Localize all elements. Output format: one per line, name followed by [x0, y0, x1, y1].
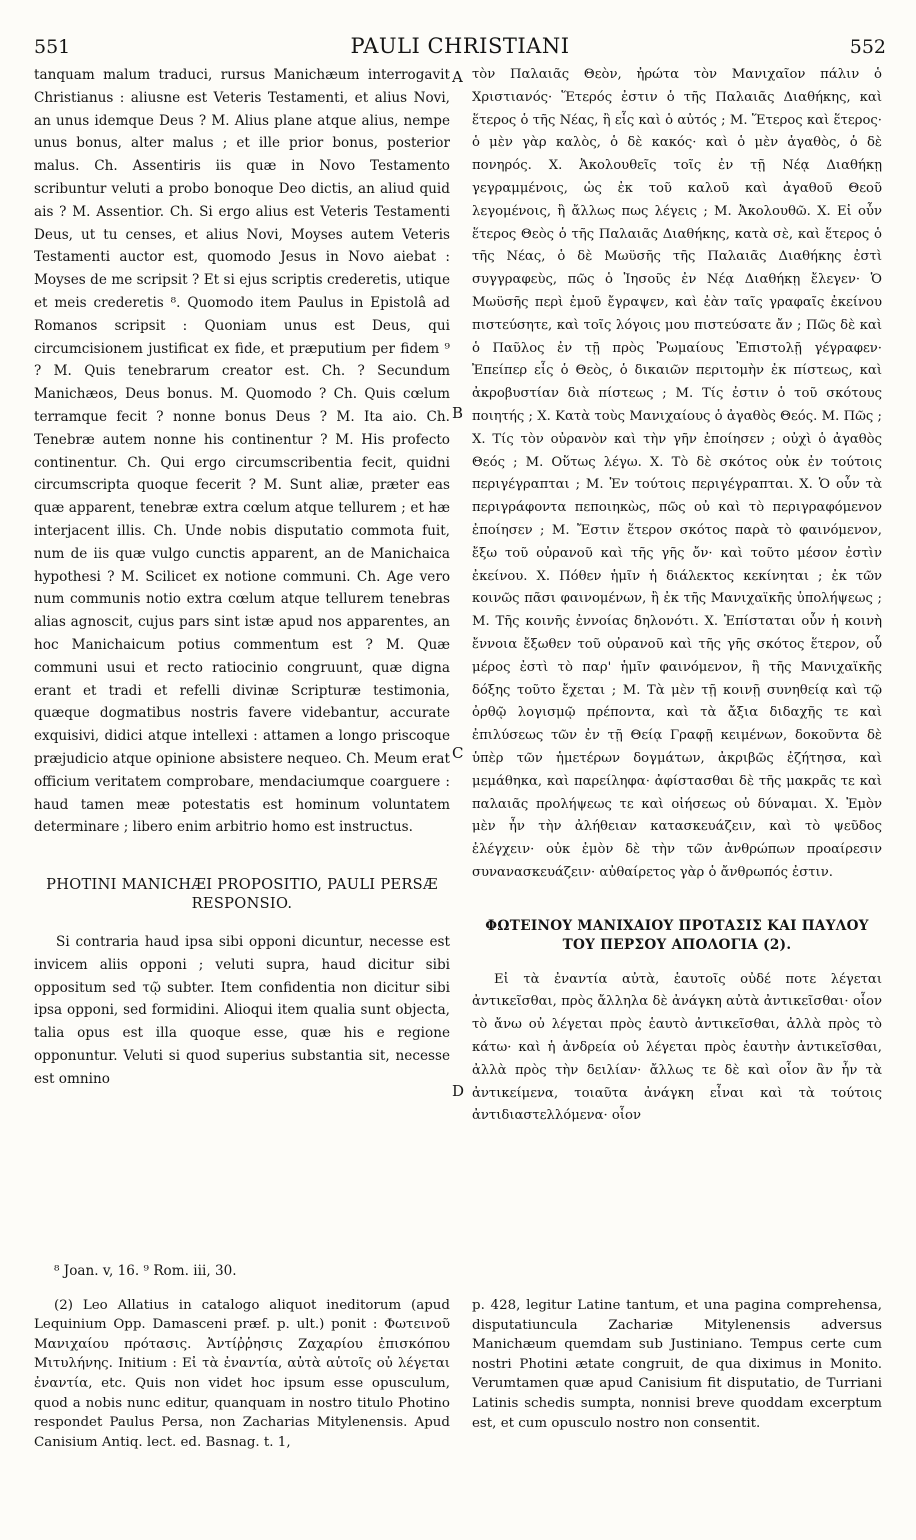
- page-number-left: 551: [34, 36, 71, 58]
- footnote-2-right: p. 428, legitur Latine tantum, et una pagina comprehensa, disputatiuncula Zachariæ Mitylenensis adversus Manichæum quemdam sub Justiniano. Tempus certe cum nostri Photini ætate congruit, de qua diximus in Monito. Verumtamen quæ apud Canisium fit disputatio, de Turriani Latinis schedis sumpta, nonnisi breve quoddam excerptum est, et cum opusculo nostro non consentit.: [472, 1298, 882, 1431]
- scripture-references: ⁸ Joan. v, 16. ⁹ Rom. iii, 30.: [54, 1263, 237, 1279]
- section-marker-c: C: [452, 744, 464, 762]
- latin-column: [34, 64, 450, 1091]
- greek-column: [472, 64, 882, 1128]
- page-number-right: 552: [849, 36, 886, 58]
- section-marker-b: B: [452, 404, 464, 422]
- greek-section-heading: ΦΩΤΕΙΝΟΥ ΜΑΝΙΧΑΙΟΥ ΠΡΟΤΑΣΙΣ ΚΑΙ ΠΑΥΛΟΥ ΤΟΥ ΠΕΡΣΟΥ ΑΠΟΛΟΓΙΑ (2).: [485, 917, 869, 953]
- running-title: PAULI CHRISTIANI: [350, 34, 570, 58]
- latin-dialogue: tanquam malum traduci, rursus Manichæum interrogavit Christianus : aliusne est Veteris Testamenti, et alius Novi, an unus idemque Deus ? M. Alius plane atque alius, nempe unus bonus, alter malus ; et ille prior bonus, posterior malus. Ch. Assentiris iis quæ in Novo Testamento scribuntur veluti a probo bonoque Deo dictis, an aliud quid ais ? M. Assentior. Ch. Si ergo alius est Veteris Testamenti Deus, ut tu censes, et alius Novi, Moyses autem Veteris Testamenti auctor est, quomodo Jesus in Novo aiebat : Moyses de me scripsit ? Et si ejus scriptis crederetis, utique et meis crederetis ⁸. Quomodo item Paulus in Epistolâ ad Romanos scripsit : Quoniam unus est Deus, qui circumcisionem justificat ex fide, et præputium per fidem ⁹ ? M. Quis tenebrarum creator est. Ch. ? Secundum Manichæos, Deus bonus. M. Quomodo ? Ch. Quis cœlum terramque fecit ? nonne bonus Deus ? M. Ita aio. Ch. Tenebræ autem nonne his continentur ? M. His profecto continentur. Ch. Qui ergo circumscribentia fecit, quidni circumscripta quoque fecerit ? M. Sunt aliæ, præter eas quæ apparent, tenebræ extra cœlum atque tellurem ; et hæ interjacent illis. Ch. Unde nobis disputatio commota fuit, num de iis quæ vulgo cunctis apparent, an de Manichaica hypothesi ? M. Scilicet ex notione communi. Ch. Age vero num communis notio extra cœlum atque tellurem tenebras alias agnoscit, cujus pars sint istæ apud nos apparentes, an hoc Manichaicum potius commentum est ? M. Quæ communi usui et recto ratiocinio congruunt, quæ digna erant et tradi et refelli divinæ Scripturæ testimonia, quæque dogmatibus nostris favere videbantur, accurate exquisivi, didici atque intellexi : attamen a longo priscoque præjudicio atque opinione absistere nequeo. Ch. Meum erat officium veritatem comprobare, mendaciumque coarguere : haud tamen meæ potestatis est hominum voluntatem determinare ; libero enim arbitrio homo est instructus.: [34, 67, 450, 836]
- latin-proposition: Si contraria haud ipsa sibi opponi dicuntur, necesse est invicem aliis opponi ; veluti supra, haud dicitur sibi oppositum sed τῷ subter. Item confidentia non dicitur sibi ipsa opponi, sed formidini. Alioqui item qualia sunt objecta, talia opus est illa quoque esse, quæ his e regione opponuntur. Veluti si quod superius substantia sit, necesse est omnino: [34, 934, 450, 1087]
- footnotes-right: [472, 1296, 882, 1433]
- section-marker-a: A: [452, 68, 463, 86]
- greek-proposition: Εἰ τὰ ἐναντία αὐτὰ, ἑαυτοῖς οὐδέ ποτε λέγεται ἀντικεῖσθαι, πρὸς ἄλληλα δὲ ἀνάγκη αὐτὰ ἀντικεῖσθαι· οἷον τὸ ἄνω οὐ λέγεται πρὸς ἑαυτὸ ἀντικεῖσθαι, ἀλλὰ πρὸς τὸ κάτω· καὶ ἡ ἀνδρεία οὐ λέγεται πρὸς ἑαυτὴν ἀντικεῖσθαι, ἀλλὰ πρὸς τὴν δειλίαν· ἄλλως τε δὲ καὶ οἷον ἂν ἦν τὰ ἀντικείμενα, τοιαῦτα ἀνάγκη εἶναι καὶ τὰ τούτοις ἀντιδιαστελλόμενα· οἷον: [472, 971, 882, 1124]
- page-header: [34, 36, 886, 62]
- latin-section-heading: PHOTINI MANICHÆI PROPOSITIO, PAULI PERSÆ RESPONSIO.: [46, 876, 438, 913]
- section-marker-d: D: [452, 1082, 465, 1100]
- footnotes-left: [34, 1262, 450, 1452]
- footnote-2-left: (2) Leo Allatius in catalogo aliquot ineditorum (apud Lequinium Opp. Damasceni præf. p. ult.) ponit : Φωτεινοῦ Μανιχαίου πρότασις. Ἀντίῤῥησις Ζαχαρίου ἐπισκόπου Μιτυλήνης. Initium : Εἰ τὰ ἐναντία, αὐτὰ αὑτοῖς οὐ λέγεται ἐναντία, etc. Quis non videt hoc ipsum esse opusculum, quod a nobis nunc editur, quanquam in nostro titulo Photino respondet Paulus Persa, non Zacharias Mitylenensis. Apud Canisium Antiq. lect. ed. Basnag. t. 1,: [34, 1297, 450, 1450]
- greek-dialogue: τὸν Παλαιᾶς Θεὸν, ἠρώτα τὸν Μανιχαῖον πάλιν ὁ Χριστιανός· Ἕτερός ἐστιν ὁ τῆς Παλαιᾶς Διαθήκης, καὶ ἕτερος ὁ τῆς Νέας, ἢ εἷς καὶ ὁ αὐτός ; Μ. Ἕτερος καὶ ἕτερος· ὁ μὲν γὰρ καλὸς, ὁ δὲ κακός· καὶ ὁ μὲν ἀγαθὸς, ὁ δὲ πονηρός. Χ. Ἀκολουθεῖς τοῖς ἐν τῇ Νέᾳ Διαθήκῃ γεγραμμένοις, ὡς ἐκ τοῦ καλοῦ καὶ ἀγαθοῦ Θεοῦ λεγομένοις, ἢ ἄλλως πως λέγεις ; Μ. Ἀκολουθῶ. Χ. Εἰ οὖν ἕτερος Θεὸς ὁ τῆς Παλαιᾶς Διαθήκης, κατὰ σὲ, καὶ ἕτερος ὁ τῆς Νέας, ὁ δὲ Μωϋσῆς τῆς Παλαιᾶς Διαθήκης ἐστὶ συγγραφεὺς, πῶς ὁ Ἰησοῦς ἐν Νέᾳ Διαθήκῃ ἔλεγεν· Ὁ Μωϋσῆς περὶ ἐμοῦ ἔγραψεν, καὶ ἐὰν ταῖς γραφαῖς ἐκείνου πιστεύσητε, καὶ τοῖς λόγοις μου πιστεύσατε ἄν ; Πῶς δὲ καὶ ὁ Παῦλος ἐν τῇ πρὸς Ῥωμαίους Ἐπιστολῇ γέγραφεν· Ἐπείπερ εἷς ὁ Θεὸς, ὁ δικαιῶν περιτομὴν ἐκ πίστεως, καὶ ἀκροβυστίαν διὰ πίστεως ; Μ. Τίς ἐστιν ὁ τοῦ σκότους ποιητής ; Χ. Κατὰ τοὺς Μανιχαίους ὁ ἀγαθὸς Θεός. Μ. Πῶς ; Χ. Τίς τὸν οὐρανὸν καὶ τὴν γῆν ἐποίησεν ; οὐχὶ ὁ ἀγαθὸς Θεός ; Μ. Οὕτως λέγω. Χ. Τὸ δὲ σκότος οὐκ ἐν τούτοις περιγέγραπται ; Μ. Ἐν τούτοις περιγέγραπται. Χ. Ὁ οὖν τὰ περιγράφοντα πεποιηκὼς, πῶς οὐ καὶ τὸ περιγραφόμενον ἐποίησεν ; Μ. Ἔστιν ἕτερον σκότος παρὰ τὸ φαινόμενον, ἔξω τοῦ οὐρανοῦ καὶ τῆς γῆς ὄν· καὶ τοῦτο μέσον ἐστὶν ἐκείνου. Χ. Πόθεν ἡμῖν ἡ διάλεκτος κεκίνηται ; ἐκ τῶν κοινῶς πᾶσι φαινομένων, ἢ ἐκ τῆς Μανιχαϊκῆς ὑπολήψεως ; Μ. Τῆς κοινῆς ἐννοίας δηλονότι. Χ. Ἐπίσταται οὖν ἡ κοινὴ ἔννοια ἔξωθεν τοῦ οὐρανοῦ καὶ τῆς γῆς σκότος ἕτερον, οὗ μέρος ἐστὶ τὸ παρ' ἡμῖν φαινόμενον, ἢ τῆς Μανιχαϊκῆς δόξης τοῦτο ἔχεται ; Μ. Τὰ μὲν τῇ κοινῇ συνηθείᾳ καὶ τῷ ὀρθῷ λογισμῷ πρέποντα, καὶ τὰ ἄξια διδαχῆς τε καὶ ἐπιλύσεως τῶν ἐν τῇ Θείᾳ Γραφῇ κειμένων, δοκοῦντα δὲ ὑπὲρ τῶν ἡμετέρων δογμάτων, ἀκριβῶς ἐζήτησα, καὶ μεμάθηκα, καὶ παρείληφα· ἀφίστασθαι δὲ τῆς μακρᾶς τε καὶ παλαιᾶς προλήψεως τε καὶ οἰήσεως οὐ δύναμαι. Χ. Ἐμὸν μὲν ἦν τὴν ἀλήθειαν κατασκευάζειν, καὶ τὸ ψεῦδος ἐλέγχειν· οὐκ ἐμὸν δὲ τὴν τῶν ἀνθρώπων προαίρεσιν συνανασκευάζειν· αὐθαίρετος γὰρ ὁ ἄνθρωπός ἐστιν.: [472, 67, 882, 880]
